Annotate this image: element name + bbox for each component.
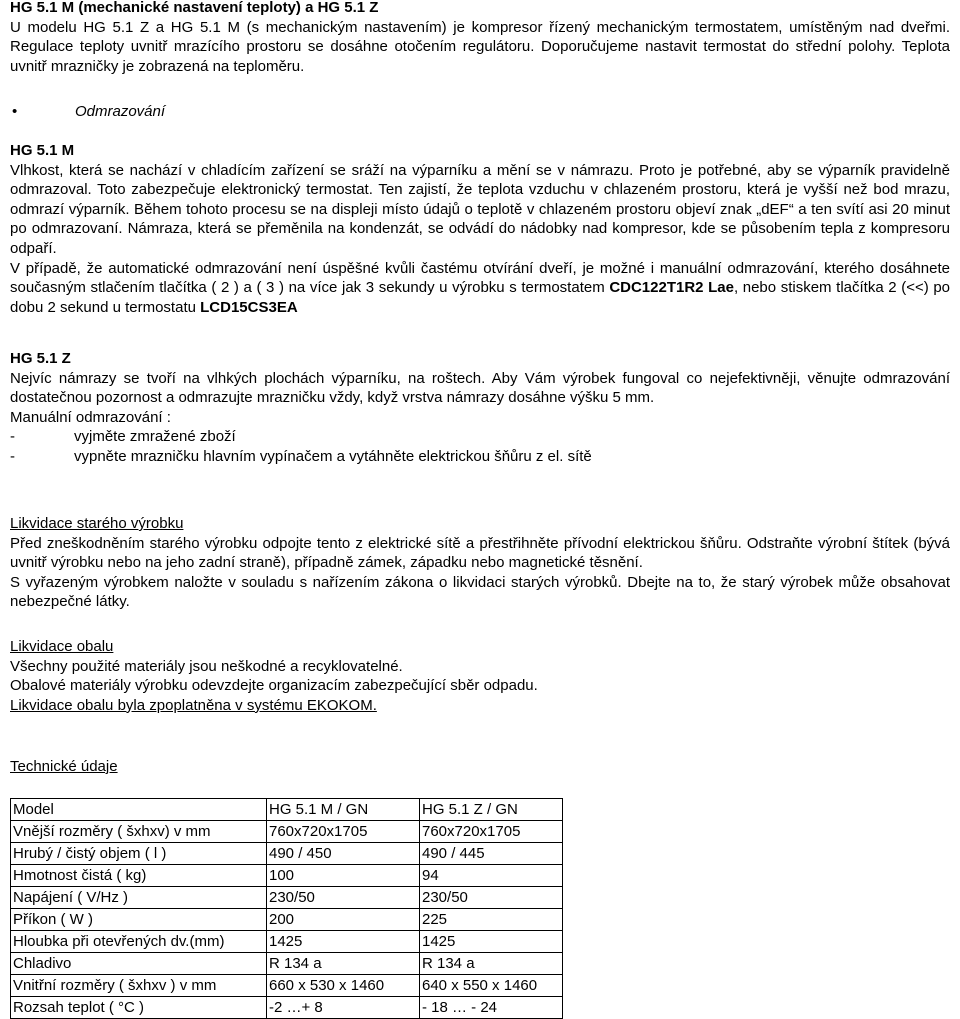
table-value-cell: - 18 … - 24 [420,997,563,1019]
table-label-cell: Rozsah teplot ( °C ) [11,997,267,1019]
thermostat-model: CDC122T1R2 Lae [609,279,734,297]
paragraph: U modelu HG 5.1 Z a HG 5.1 M (s mechanickým nastavením) je kompresor řízený mechanickým termostatem, umístěným nad dveřmi. Regulace teploty uvnitř mrazícího prostoru se dosáhne otočením regulátoru. Doporučujeme nastavit termostat do střední polohy. Teplota uvnitř mrazničky je zobrazená na teploměru. [10,18,950,75]
table-value-cell: R 134 a [267,953,420,975]
table-value-cell: 94 [420,865,563,887]
table-value-cell: 225 [420,909,563,931]
section-heading: Likvidace obalu [10,638,114,655]
table-value-cell: 230/50 [420,887,563,909]
table-label-cell: Vnitřní rozměry ( šxhxv ) v mm [11,975,267,997]
table-value-cell: R 134 a [420,953,563,975]
table-value-cell: 490 / 450 [267,843,420,865]
spec-table [10,798,563,1019]
defrost-heading: Odmrazování [75,103,166,120]
table-value-cell: HG 5.1 M / GN [267,799,420,821]
section-disposal-old [10,514,950,612]
paragraph: Nejvíc námrazy se tvoří na vlhkých plochách výparníku, na roštech. Aby Vám výrobek fungoval co nejefektivněji, věnujte odmrazování dostatečnou pozornost a odmrazujte mrazničku vždy, když vrstva námrazy dosáhne výšku 5 mm. [10,369,950,407]
table-row [11,799,563,821]
table-value-cell: 640 x 550 x 1460 [420,975,563,997]
table-row [11,975,563,997]
section-tech [10,757,950,777]
table-row [11,953,563,975]
thermostat-model: LCD15CS3EA [200,298,298,316]
paragraph: Před zneškodněním starého výrobku odpojte tento z elektrické sítě a přestřihněte přívodní elektrickou šňůru. Odstraňte výrobní štítek (bývá uvnitř výrobku nebo na jeho zadní straně), případně zámek, západku nebo magnetické těsnění. [10,534,950,572]
table-row [11,909,563,931]
paragraph: Obalové materiály výrobku odevzdejte organizacím zabezpečující sběr odpadu. [10,677,538,695]
paragraph: Všechny použité materiály jsou neškodné a recyklovatelné. [10,657,403,675]
section-hg51m [10,141,950,317]
paragraph-manual-defrost: V případě, že automatické odmrazování není úspěšné kvůli častému otvírání dveří, je možné i manuální odmrazování, kterého dosáhnete současným stlačením tlačítka ( 2 ) a ( 3 ) na více jak 3 sekundy u výrobku s termostatem CDC122T1R2 Lae, nebo stiskem tlačítka 2 (<<) po dobu 2 sekund u termostatu LCD15CS3EA [10,259,951,316]
table-label-cell: Chladivo [11,953,267,975]
table-label-cell: Hmotnost čistá ( kg) [11,865,267,887]
table-row [11,865,563,887]
table-value-cell: 660 x 530 x 1460 [267,975,420,997]
paragraph: Likvidace obalu byla zpoplatněna v systému EKOKOM. [10,696,377,714]
table-value-cell: 1425 [267,931,420,953]
table-label-cell: Napájení ( V/Hz ) [11,887,267,909]
table-row [11,843,563,865]
list-item: - vyjměte zmražené zboží [10,428,236,446]
table-value-cell: 760x720x1705 [420,821,563,843]
table-value-cell: -2 …+ 8 [267,997,420,1019]
table-label-cell: Vnější rozměry ( šxhxv) v mm [11,821,267,843]
list-item: - vypněte mrazničku hlavním vypínačem a vytáhněte elektrickou šňůru z el. sítě [10,447,592,465]
table-row [11,931,563,953]
table-value-cell: 200 [267,909,420,931]
section-title: HG 5.1 Z [10,350,71,367]
manual-defrost-label: Manuální odmrazování : [10,408,171,426]
table-label-cell: Model [11,799,267,821]
table-value-cell: 100 [267,865,420,887]
table-label-cell: Příkon ( W ) [11,909,267,931]
section-hg51z [10,349,950,467]
section-heading: Technické údaje [10,758,118,775]
spec-table-body [11,799,563,1019]
paragraph: Vlhkost, která se nachází v chladícím zařízení se sráží na výparníku a mění se v námrazu. Proto je potřebné, aby se výparník pravidelně odmrazoval. Toto zabezpečuje elektronický termostat. Ten zajistí, že teplota vzduchu v chlazeném prostoru, která je vyšší než bod mrazu, odmrazí výparník. Během tohoto procesu se na displeji místo údajů o teplotě v chlazeném prostoru objeví znak „dEF“ a ten svítí asi 20 minut po odmrazovaní. Námraza, která se přeměnila na kondenzát, se odvádí do nádobky nad kompresor, kde se působením tepla z kompresoru odpaří. [10,161,950,257]
table-value-cell: 760x720x1705 [267,821,420,843]
section-disposal-packaging [10,637,950,715]
table-value-cell: 490 / 445 [420,843,563,865]
table-row [11,821,563,843]
table-value-cell: HG 5.1 Z / GN [420,799,563,821]
table-row [11,887,563,909]
section-mechanical [10,0,950,76]
section-title: HG 5.1 M (mechanické nastavení teploty) a HG 5.1 Z [10,0,379,16]
table-value-cell: 230/50 [267,887,420,909]
table-label-cell: Hloubka při otevřených dv.(mm) [11,931,267,953]
paragraph: S vyřazeným výrobkem naložte v souladu s nařízením zákona o likvidaci starých výrobků. Dbejte na to, že starý výrobek může obsahovat nebezpečné látky. [10,573,950,611]
table-value-cell: 1425 [420,931,563,953]
table-row [11,997,563,1019]
bullet-icon: • [12,103,18,120]
section-title: HG 5.1 M [10,142,75,159]
section-heading: Likvidace starého výrobku [10,515,184,532]
table-label-cell: Hrubý / čistý objem ( l ) [11,843,267,865]
